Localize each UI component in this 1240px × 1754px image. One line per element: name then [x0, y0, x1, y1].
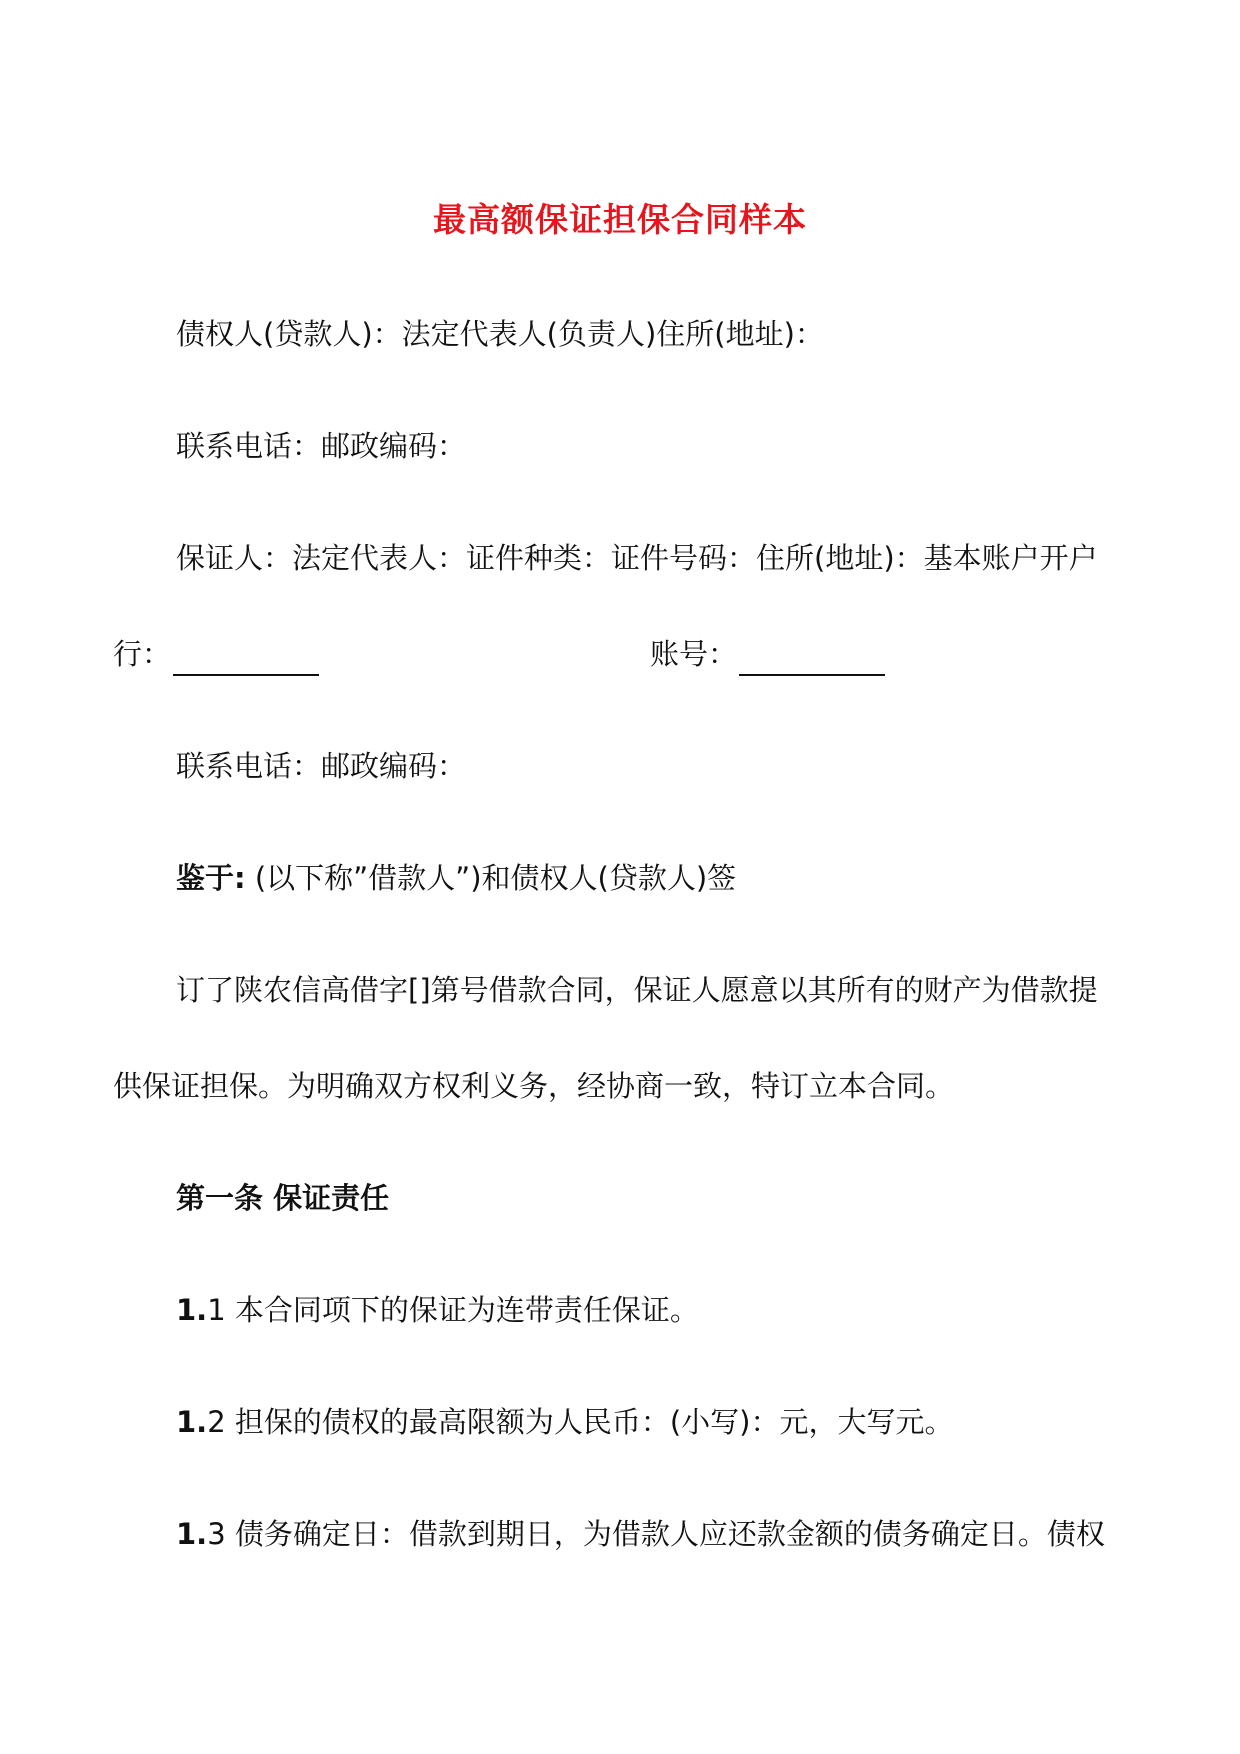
clause-1-2-text: 2 担保的债权的最高限额为人民币：(小写)：元，大写元。: [207, 1405, 954, 1439]
guarantor-line: 保证人：法定代表人：证件种类：证件号码：住所(地址)：基本账户开户: [176, 541, 1098, 575]
clause-1-1: [176, 1288, 699, 1332]
clause-1-2: [176, 1400, 954, 1444]
account-field: [650, 632, 885, 676]
creditor-contact-line: 联系电话：邮政编码：: [176, 429, 467, 463]
clause-1-2-number: 1.: [176, 1405, 208, 1439]
bank-label: 行：: [113, 637, 172, 671]
article-1-title: 第一条 保证责任: [176, 1181, 390, 1215]
paragraph-line-2: 供保证担保。为明确双方权利义务，经协商一致，特订立本合同。: [113, 1069, 955, 1103]
creditor-line: 债权人(贷款人)：法定代表人(负责人)住所(地址)：: [176, 317, 824, 351]
account-label: 账号：: [650, 637, 738, 671]
clause-1-3: [176, 1512, 1105, 1556]
clause-1-3-text: 3 债务确定日：借款到期日，为借款人应还款金额的债务确定日。债权: [207, 1517, 1105, 1551]
bank-field: [113, 632, 319, 676]
clause-1-1-text: 1 本合同项下的保证为连带责任保证。: [207, 1293, 699, 1327]
account-blank-line: [739, 640, 885, 676]
clause-1-1-number: 1.: [176, 1293, 208, 1327]
whereas-label: 鉴于:: [176, 861, 246, 895]
document-title: 最高额保证担保合同样本: [433, 200, 807, 239]
paragraph-line-1: 订了陕农信高借字[]第号借款合同，保证人愿意以其所有的财产为借款提: [176, 973, 1098, 1007]
bank-blank-line: [173, 640, 319, 676]
whereas-text: (以下称”借款人”)和债权人(贷款人)签: [245, 861, 737, 895]
guarantor-contact-line: 联系电话：邮政编码：: [176, 749, 467, 783]
whereas-line: [176, 856, 736, 900]
clause-1-3-number: 1.: [176, 1517, 208, 1551]
